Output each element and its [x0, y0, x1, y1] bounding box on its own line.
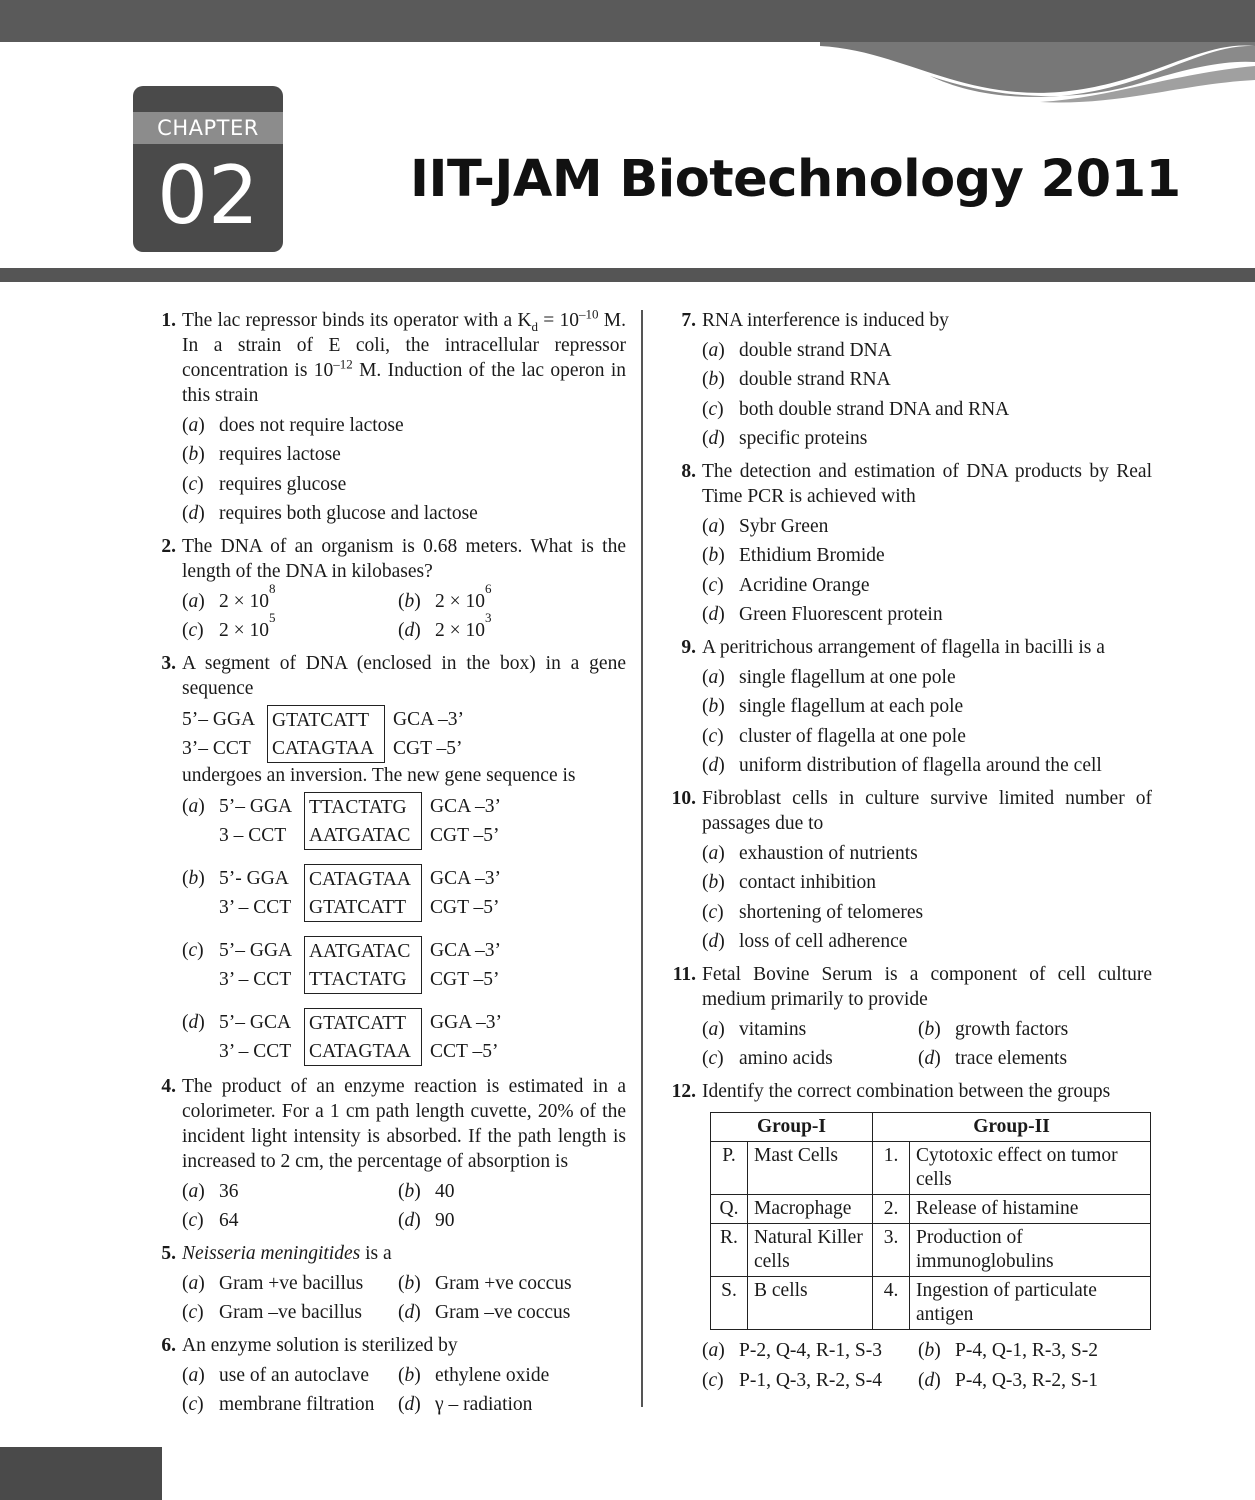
footer-block: [0, 1447, 162, 1500]
option-c: (c) 64: [182, 1210, 239, 1231]
question-text: RNA interference is induced by: [702, 310, 949, 331]
option-c: (c) Acridine Orange: [702, 574, 870, 596]
option-c: (c) requires glucose: [182, 473, 347, 495]
option-d: (d) 90: [398, 1210, 455, 1231]
question-number: 12.: [671, 1081, 696, 1102]
option-b: (b) 2 × 10 6: [398, 580, 492, 612]
option-c: (c) cluster of flagella at one pole: [702, 725, 966, 747]
option-d: (d) P-4, Q-3, R-2, S-1: [918, 1369, 1099, 1391]
question-number: 4.: [161, 1076, 176, 1097]
table-row: Q. Macrophage 2. Release of histamine: [711, 1195, 1151, 1224]
option-a: (a) P-2, Q-4, R-1, S-3: [702, 1340, 883, 1361]
group-2-header: Group-II: [873, 1113, 1151, 1142]
option-d: (d) Green Fluorescent protein: [702, 604, 943, 625]
chapter-badge: [133, 86, 283, 252]
right-column: [668, 308, 1152, 1401]
question-11: [668, 962, 1152, 1071]
question-5: [148, 1241, 626, 1325]
option-b: (b) single flagellum at each pole: [702, 696, 964, 717]
question-number: 9.: [681, 637, 696, 658]
option-a: (a) does not require lactose: [182, 414, 404, 436]
option-a: (a) 2 × 10 8: [182, 580, 276, 612]
question-1: [148, 308, 626, 526]
group-1-header: Group-I: [711, 1113, 873, 1142]
question-text: The lac repressor binds its operator with a $K_d = 10^{-10}$ M. In a strain of E coli, the intracellular repressor concentration is $10^{-12}$ M. Induction of the lac operon in this strain: [182, 306, 626, 406]
option-b: (b) ethylene oxide: [398, 1364, 550, 1386]
option-c: (c) membrane filtration: [182, 1394, 375, 1415]
option-b: (b) 40: [398, 1180, 455, 1202]
option-b: (b) requires lactose: [182, 444, 341, 465]
table-row: S. B cells 4. Ingestion of particulate antigen: [711, 1277, 1151, 1330]
question-text: The detection and estimation of DNA products by Real Time PCR is achieved with: [702, 461, 1152, 507]
matching-table: [710, 1112, 1151, 1330]
option-a: (a) vitamins: [702, 1018, 807, 1040]
option-b: (b) 5’- GGA CATAGTAA GCA –3’ 3’ – CCT GTATCATT CGT –5’: [182, 864, 626, 922]
header-rule: [0, 268, 1255, 282]
option-d: (d) γ – radiation: [398, 1394, 533, 1415]
question-number: 10.: [671, 788, 696, 809]
option-b: (b) double strand RNA: [702, 369, 891, 390]
option-b: (b) Ethidium Bromide: [702, 545, 885, 566]
option-a: (a) Sybr Green: [702, 515, 829, 537]
question-number: 7.: [681, 310, 696, 331]
option-d: (d) trace elements: [918, 1048, 1068, 1069]
gene-sequence: 5’– GGA GTATCATT GCA –3’ 3’– CCT CATAGTAA CGT –5’: [182, 705, 626, 763]
question-8: [668, 459, 1152, 627]
option-c: (c) 5’– GGA AATGATAC GCA –3’ 3’ – CCT TTACTATG CGT –5’: [182, 936, 626, 994]
question-2: [148, 534, 626, 643]
option-a: (a) double strand DNA: [702, 339, 892, 361]
left-column: [148, 308, 626, 1425]
question-number: 11.: [672, 964, 696, 985]
option-d: (d) 2 × 10 3: [398, 610, 492, 641]
question-12: [668, 1079, 1152, 1393]
option-d: (d) uniform distribution of flagella around the cell: [702, 755, 1102, 776]
question-number: 8.: [681, 461, 696, 482]
question-text: The DNA of an organism is 0.68 meters. What is the length of the DNA in kilobases?: [182, 536, 626, 582]
option-c: (c) 2 × 10 5: [182, 610, 276, 641]
question-text-2: undergoes an inversion. The new gene sequence is: [182, 765, 576, 786]
question-text: Identify the correct combination between the groups: [702, 1081, 1111, 1102]
option-d: (d) Gram –ve coccus: [398, 1302, 571, 1323]
option-b: (b) contact inhibition: [702, 872, 877, 893]
option-c: (c) P-1, Q-3, R-2, S-4: [702, 1369, 883, 1391]
column-divider: [641, 310, 643, 1407]
question-3: [148, 651, 626, 1066]
option-a: (a) exhaustion of nutrients: [702, 842, 918, 864]
option-c: (c) Gram –ve bacillus: [182, 1302, 362, 1323]
question-7: [668, 308, 1152, 451]
page-title: IIT-JAM Biotechnology 2011: [410, 150, 1181, 209]
question-text: The product of an enzyme reaction is estimated in a colorimeter. For a 1 cm path length cuvette, 20% of the incident light intensity is absorbed. If the path length is increased to 2 cm, the percentage of absorption is: [182, 1076, 626, 1172]
option-a: (a) 5’– GGA TTACTATG GCA –3’ 3 – CCT AATGATAC CGT –5’: [182, 792, 626, 850]
table-row: R. Natural Killer cells 3. Production of immunoglobulins: [711, 1224, 1151, 1277]
chapter-number: 02: [157, 149, 259, 242]
option-d: (d) specific proteins: [702, 428, 868, 449]
question-text: A segment of DNA (enclosed in the box) in a gene sequence: [182, 653, 626, 699]
question-text: Fibroblast cells in culture survive limited number of passages due to: [702, 788, 1152, 834]
option-a: (a) 36: [182, 1180, 239, 1202]
option-b: (b) P-4, Q-1, R-3, S-2: [918, 1340, 1099, 1361]
question-6: [148, 1333, 626, 1417]
table-row: P. Mast Cells 1. Cytotoxic effect on tumor cells: [711, 1142, 1151, 1195]
option-d: (d) requires both glucose and lactose: [182, 503, 478, 524]
question-text: Fetal Bovine Serum is a component of cell culture medium primarily to provide: [702, 964, 1152, 1010]
question-number: 6.: [161, 1335, 176, 1356]
option-d: (d) loss of cell adherence: [702, 931, 908, 952]
option-a: (a) Gram +ve bacillus: [182, 1272, 364, 1294]
question-text: A peritrichous arrangement of flagella in bacilli is a: [702, 637, 1105, 658]
question-4: [148, 1074, 626, 1233]
option-a: (a) single flagellum at one pole: [702, 666, 956, 688]
option-c: (c) both double strand DNA and RNA: [702, 398, 1010, 420]
question-number: 1.: [161, 310, 176, 331]
question-number: 5.: [161, 1243, 176, 1264]
option-c: (c) amino acids: [702, 1048, 833, 1069]
question-number: 2.: [161, 536, 176, 557]
option-d: (d) 5’– GCA GTATCATT GGA –3’ 3’ – CCT CATAGTAA CCT –5’: [182, 1008, 626, 1066]
option-b: (b) Gram +ve coccus: [398, 1272, 572, 1294]
question-9: [668, 635, 1152, 778]
question-10: [668, 786, 1152, 954]
question-number: 3.: [161, 653, 176, 674]
option-a: (a) use of an autoclave: [182, 1364, 369, 1386]
chapter-label: CHAPTER: [133, 112, 283, 144]
option-c: (c) shortening of telomeres: [702, 901, 924, 923]
question-text: Neisseria meningitides is a: [182, 1243, 392, 1264]
option-b: (b) growth factors: [918, 1018, 1069, 1040]
question-text: An enzyme solution is sterilized by: [182, 1335, 458, 1356]
